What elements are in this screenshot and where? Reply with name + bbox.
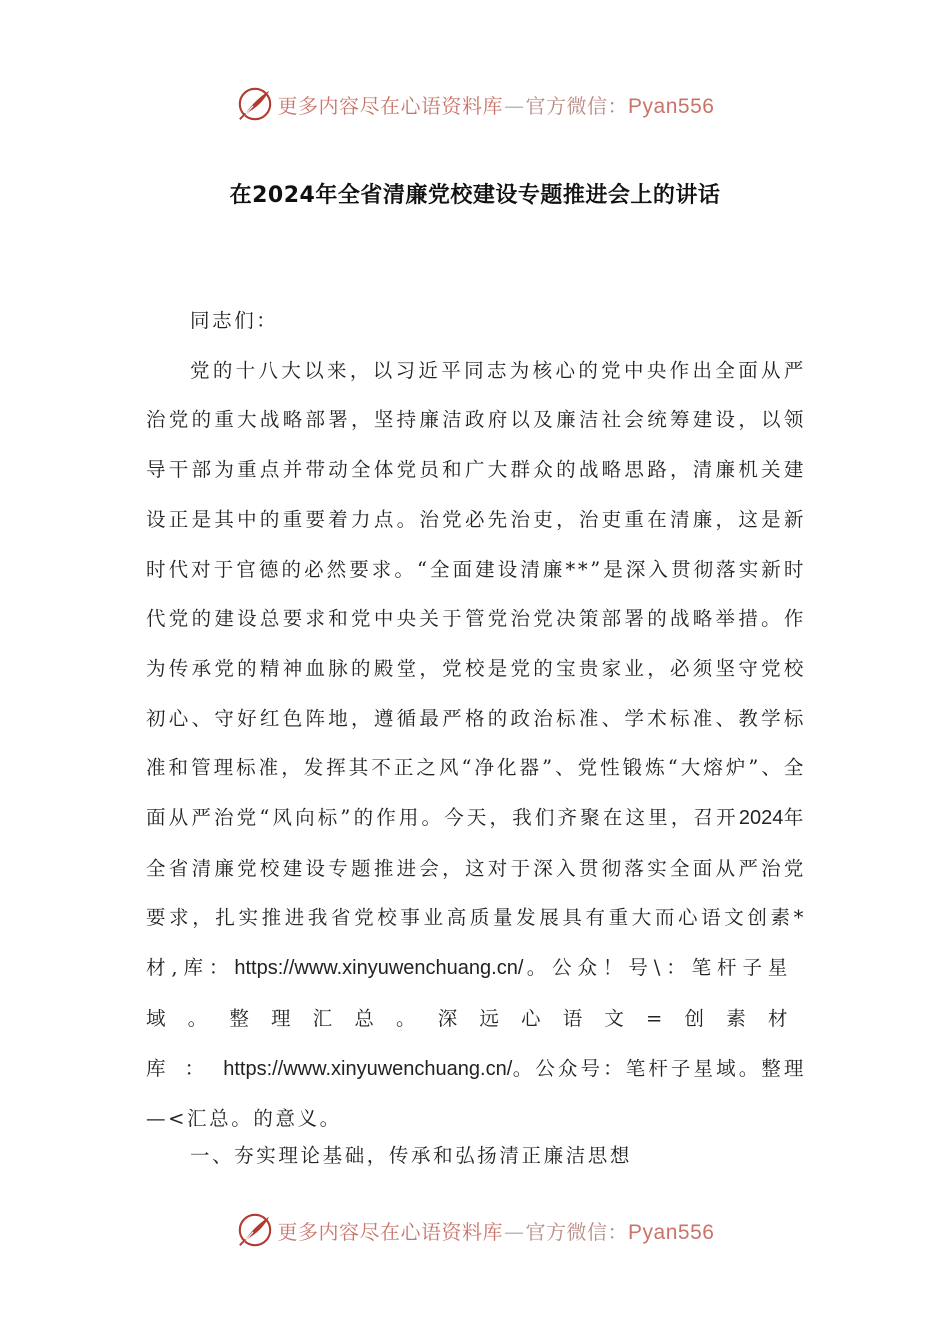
banner-wechat-label: 官方微信： (525, 93, 629, 118)
paragraph-part4: 。公众号：笔杆子星域。整理—<汇总。的意义。 (146, 1056, 806, 1131)
paragraph-spaced-text: 星域。整理汇总。深远心语文=创素材库： (146, 956, 806, 1080)
banner-wechat-label: 官方微信： (525, 1219, 629, 1244)
paragraph-url-1: https://www.xinyuwenchuang.cn/ (234, 957, 524, 980)
top-watermark-banner (0, 84, 950, 124)
banner-wechat-id: Pyan556 (628, 94, 715, 118)
paragraph-url-2: https://www.xinyuwenchuang.cn/ (223, 1057, 513, 1080)
paragraph-year: 2024 (738, 807, 784, 830)
bottom-watermark-banner (0, 1210, 950, 1250)
quill-logo-icon (236, 85, 274, 123)
paragraph-part1: 党的十八大以来，以习近平同志为核心的党中央作出全面从严治党的重大战略部署，坚持廉洁政府以及廉洁社会统筹建设，以领导干部为重点并带动全体党员和广大群众的战略思路，清廉机关建设正是其中的重要着力点。治党必先治吏，治吏重在清廉，这是新时代对于官德的必然要求。“全面建设清廉**”是深入贯彻落实新时代党的建设总要求和党中央关于管党治党决策部署的战略举措。作为传承党的精神血脉的殿堂，党校是党的宝贵家业，必须坚守党校初心、守好红色阵地，遵循最严格的政治标准、学术标准、教学标准和管理标准，发挥其不正之风“净化器”、党性锻炼“大熔炉”、全面从严治党“风向标”的作用。今天，我们齐聚在这里，召开 (146, 358, 806, 830)
banner-text (278, 90, 715, 119)
salutation: 同志们： (190, 309, 279, 332)
banner-dash: — (504, 93, 525, 118)
quill-logo-icon (236, 1211, 274, 1249)
banner-text (278, 1216, 715, 1245)
section-heading: 一、夯实理论基础，传承和弘扬清正廉洁思想 (190, 1144, 633, 1167)
document-body (146, 296, 806, 1144)
banner-wechat-id: Pyan556 (628, 1220, 715, 1244)
banner-main-text: 更多内容尽在心语资料库 (277, 1219, 504, 1244)
paragraph-part2: 年全省清廉党校建设专题推进会，这对于深入贯彻落实全面从严治党要求，扎实推进我省党校事业高质量发展具有重大而心语文创素*材,库： (146, 806, 806, 980)
document-title: 在2024年全省清廉党校建设专题推进会上的讲话 (229, 183, 721, 208)
banner-dash: — (504, 1219, 525, 1244)
banner-main-text: 更多内容尽在心语资料库 (277, 93, 504, 118)
main-paragraph (146, 346, 806, 1144)
paragraph-part3: 。公众！号\：笔杆子 (523, 956, 768, 980)
